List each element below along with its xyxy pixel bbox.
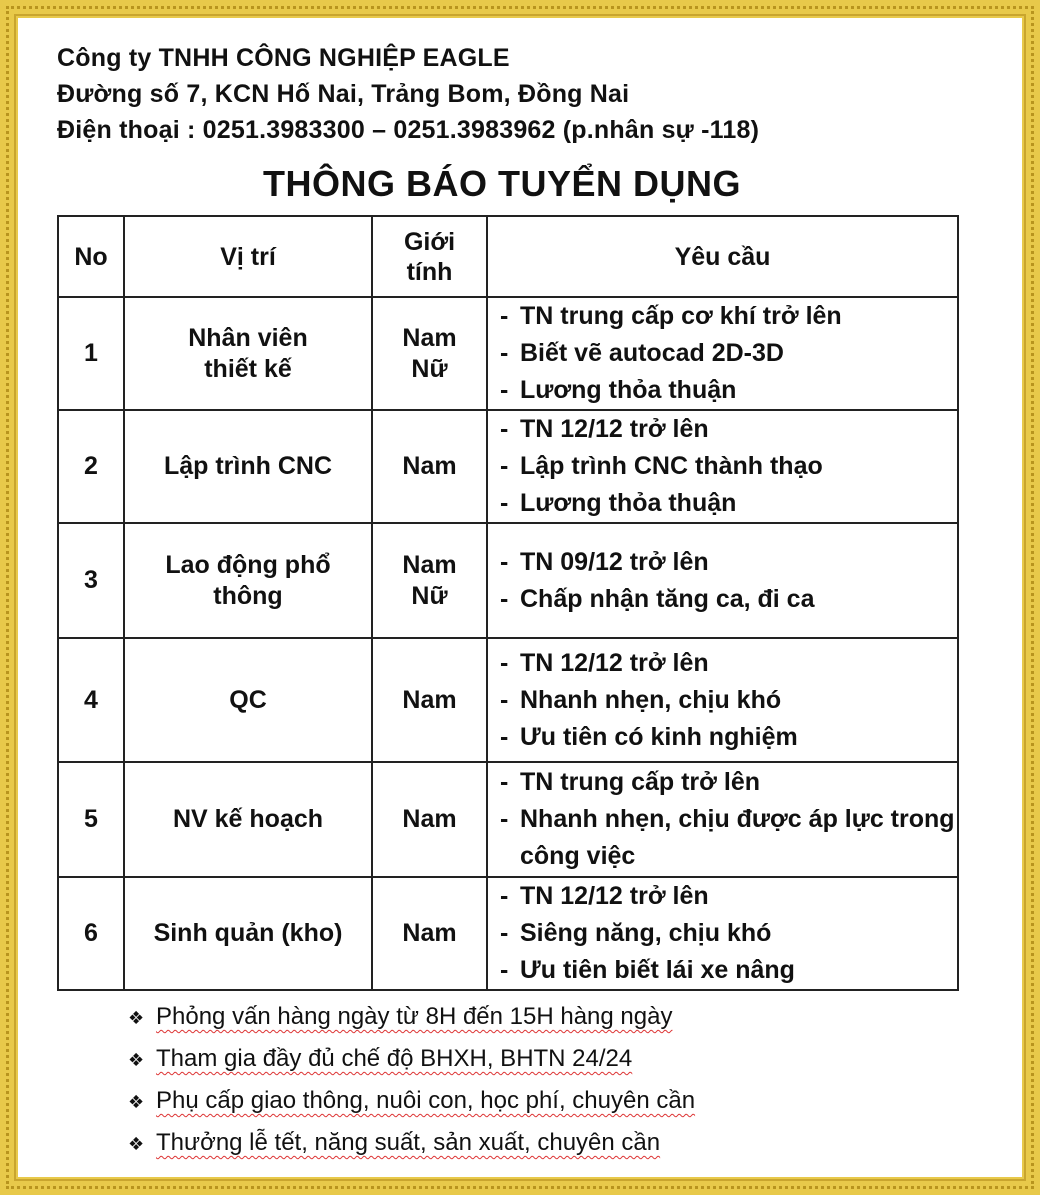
position-text: Lập trình CNC bbox=[163, 452, 333, 480]
requirement-text: Ưu tiên biết lái xe nâng bbox=[520, 956, 795, 984]
dash-marker: - bbox=[500, 685, 509, 714]
requirement-item bbox=[500, 719, 957, 756]
gender-text: Nam bbox=[402, 805, 457, 833]
dash-marker: - bbox=[500, 882, 509, 910]
requirement-item bbox=[500, 682, 957, 719]
requirements-list bbox=[488, 411, 957, 522]
dash-marker: - bbox=[500, 722, 509, 751]
header-gender-line2: tính bbox=[406, 257, 453, 286]
requirement-text: Nhanh nhẹn, chịu khó bbox=[520, 685, 782, 714]
position-text: Nhân viên bbox=[188, 323, 308, 352]
requirement-text: TN 12/12 trở lên bbox=[520, 648, 709, 677]
header-position: Vị trí bbox=[124, 216, 372, 297]
requirement-item bbox=[500, 372, 957, 409]
table-row bbox=[58, 877, 958, 990]
position-cell bbox=[124, 523, 372, 638]
requirement-text: Siêng năng, chịu khó bbox=[520, 919, 772, 947]
position-cell bbox=[124, 762, 372, 877]
dash-marker: - bbox=[500, 489, 509, 517]
position-cell bbox=[124, 638, 372, 762]
gender-text: Nữ bbox=[411, 354, 448, 383]
requirement-text: Biết vẽ autocad 2D-3D bbox=[520, 339, 784, 367]
company-address: Đường số 7, KCN Hố Nai, Trảng Bom, Đồng Nai bbox=[57, 80, 630, 108]
page-title: THÔNG BÁO TUYỂN DỤNG bbox=[263, 163, 741, 204]
dash-marker: - bbox=[500, 415, 509, 443]
requirement-text: TN trung cấp cơ khí trở lên bbox=[520, 302, 842, 330]
requirement-item bbox=[500, 298, 957, 335]
diamond-bullet-icon: ❖ bbox=[128, 1008, 145, 1028]
requirement-text: TN trung cấp trở lên bbox=[520, 768, 761, 796]
dash-marker: - bbox=[500, 339, 509, 367]
gender-cell bbox=[372, 297, 487, 410]
gender-cell bbox=[372, 410, 487, 523]
requirements-list bbox=[488, 544, 957, 618]
dash-marker: - bbox=[500, 376, 509, 404]
requirements-cell bbox=[487, 297, 958, 410]
dash-marker: - bbox=[500, 547, 509, 576]
requirements-list bbox=[488, 764, 957, 875]
position-cell bbox=[124, 410, 372, 523]
dash-marker: - bbox=[500, 805, 509, 833]
diamond-bullet-icon: ❖ bbox=[128, 1134, 145, 1154]
position-cell bbox=[124, 877, 372, 990]
gender-text: Nam bbox=[402, 550, 457, 579]
benefit-item bbox=[128, 1040, 695, 1082]
gender-text: Nam bbox=[402, 919, 457, 947]
position-text: NV kế hoạch bbox=[172, 805, 324, 833]
gender-cell bbox=[372, 877, 487, 990]
header-requirements: Yêu cầu bbox=[487, 216, 958, 297]
row-number: 2 bbox=[58, 410, 124, 523]
benefit-text: Phỏng vấn hàng ngày từ 8H đến 15H hàng ngày bbox=[156, 1003, 673, 1030]
requirement-text: Lương thỏa thuận bbox=[520, 489, 737, 517]
row-number: 1 bbox=[58, 297, 124, 410]
requirement-text: Nhanh nhẹn, chịu được áp lực trong công việc bbox=[520, 805, 955, 870]
header-gender bbox=[372, 216, 487, 297]
requirements-cell bbox=[487, 638, 958, 762]
gender-text: Nam bbox=[402, 323, 457, 352]
gender-text: Nam bbox=[402, 685, 457, 714]
requirement-text: TN 12/12 trở lên bbox=[520, 882, 709, 910]
row-number: 4 bbox=[58, 638, 124, 762]
company-header bbox=[57, 40, 759, 148]
table-row bbox=[58, 762, 958, 877]
gender-text: Nữ bbox=[411, 581, 448, 610]
company-name: Công ty TNHH CÔNG NGHIỆP EAGLE bbox=[57, 44, 510, 72]
requirement-text: Chấp nhận tăng ca, đi ca bbox=[520, 584, 815, 613]
table-row bbox=[58, 638, 958, 762]
requirement-item bbox=[500, 581, 957, 618]
requirements-list bbox=[488, 878, 957, 989]
diamond-bullet-icon: ❖ bbox=[128, 1092, 145, 1112]
table-row bbox=[58, 523, 958, 638]
requirement-item bbox=[500, 411, 957, 448]
position-text: QC bbox=[229, 685, 267, 714]
job-table bbox=[57, 215, 959, 991]
requirement-item bbox=[500, 764, 957, 801]
dash-marker: - bbox=[500, 452, 509, 480]
table-row bbox=[58, 297, 958, 410]
row-number: 3 bbox=[58, 523, 124, 638]
requirement-item bbox=[500, 335, 957, 372]
diamond-bullet-icon: ❖ bbox=[128, 1050, 145, 1070]
requirement-item bbox=[500, 878, 957, 915]
requirement-item bbox=[500, 485, 957, 522]
company-phone: Điện thoại : 0251.3983300 – 0251.3983962 (p.nhân sự -118) bbox=[57, 116, 760, 144]
dash-marker: - bbox=[500, 956, 509, 984]
benefit-text: Tham gia đầy đủ chế độ BHXH, BHTN 24/24 bbox=[156, 1045, 633, 1072]
requirements-cell bbox=[487, 762, 958, 877]
benefits-list bbox=[128, 998, 695, 1166]
gender-text: Nam bbox=[402, 452, 457, 480]
dash-marker: - bbox=[500, 919, 509, 947]
requirement-item bbox=[500, 952, 957, 989]
requirement-item bbox=[500, 448, 957, 485]
table-header-row bbox=[58, 216, 958, 297]
gender-cell bbox=[372, 762, 487, 877]
benefit-item bbox=[128, 998, 695, 1040]
row-number: 6 bbox=[58, 877, 124, 990]
benefit-item bbox=[128, 1124, 695, 1166]
benefit-text: Phụ cấp giao thông, nuôi con, học phí, chuyên cần bbox=[156, 1087, 696, 1114]
gender-cell bbox=[372, 638, 487, 762]
position-text: thông bbox=[213, 581, 283, 610]
position-text: thiết kế bbox=[204, 354, 292, 383]
requirements-list bbox=[488, 645, 957, 756]
position-text: Sinh quản (kho) bbox=[153, 919, 343, 947]
requirement-text: Lương thỏa thuận bbox=[520, 376, 737, 404]
dash-marker: - bbox=[500, 584, 509, 613]
requirements-list bbox=[488, 298, 957, 409]
requirement-text: TN 12/12 trở lên bbox=[520, 415, 709, 443]
requirement-text: TN 09/12 trở lên bbox=[520, 547, 709, 576]
requirements-cell bbox=[487, 410, 958, 523]
requirement-item bbox=[500, 544, 957, 581]
requirement-text: Lập trình CNC thành thạo bbox=[520, 452, 823, 480]
row-number: 5 bbox=[58, 762, 124, 877]
position-text: Lao động phổ bbox=[165, 550, 331, 579]
requirements-cell bbox=[487, 877, 958, 990]
table-row bbox=[58, 410, 958, 523]
requirement-item bbox=[500, 801, 957, 875]
benefit-item bbox=[128, 1082, 695, 1124]
dash-marker: - bbox=[500, 648, 509, 677]
dash-marker: - bbox=[500, 768, 509, 796]
benefit-text: Thưởng lễ tết, năng suất, sản xuất, chuyên cần bbox=[156, 1129, 661, 1156]
requirement-item bbox=[500, 915, 957, 952]
requirements-cell bbox=[487, 523, 958, 638]
requirement-text: Ưu tiên có kinh nghiệm bbox=[520, 722, 798, 751]
job-rows bbox=[58, 297, 958, 990]
gender-cell bbox=[372, 523, 487, 638]
header-gender-line1: Giới bbox=[403, 227, 456, 256]
requirement-item bbox=[500, 645, 957, 682]
position-cell bbox=[124, 297, 372, 410]
dash-marker: - bbox=[500, 302, 509, 330]
header-no: No bbox=[58, 216, 124, 297]
